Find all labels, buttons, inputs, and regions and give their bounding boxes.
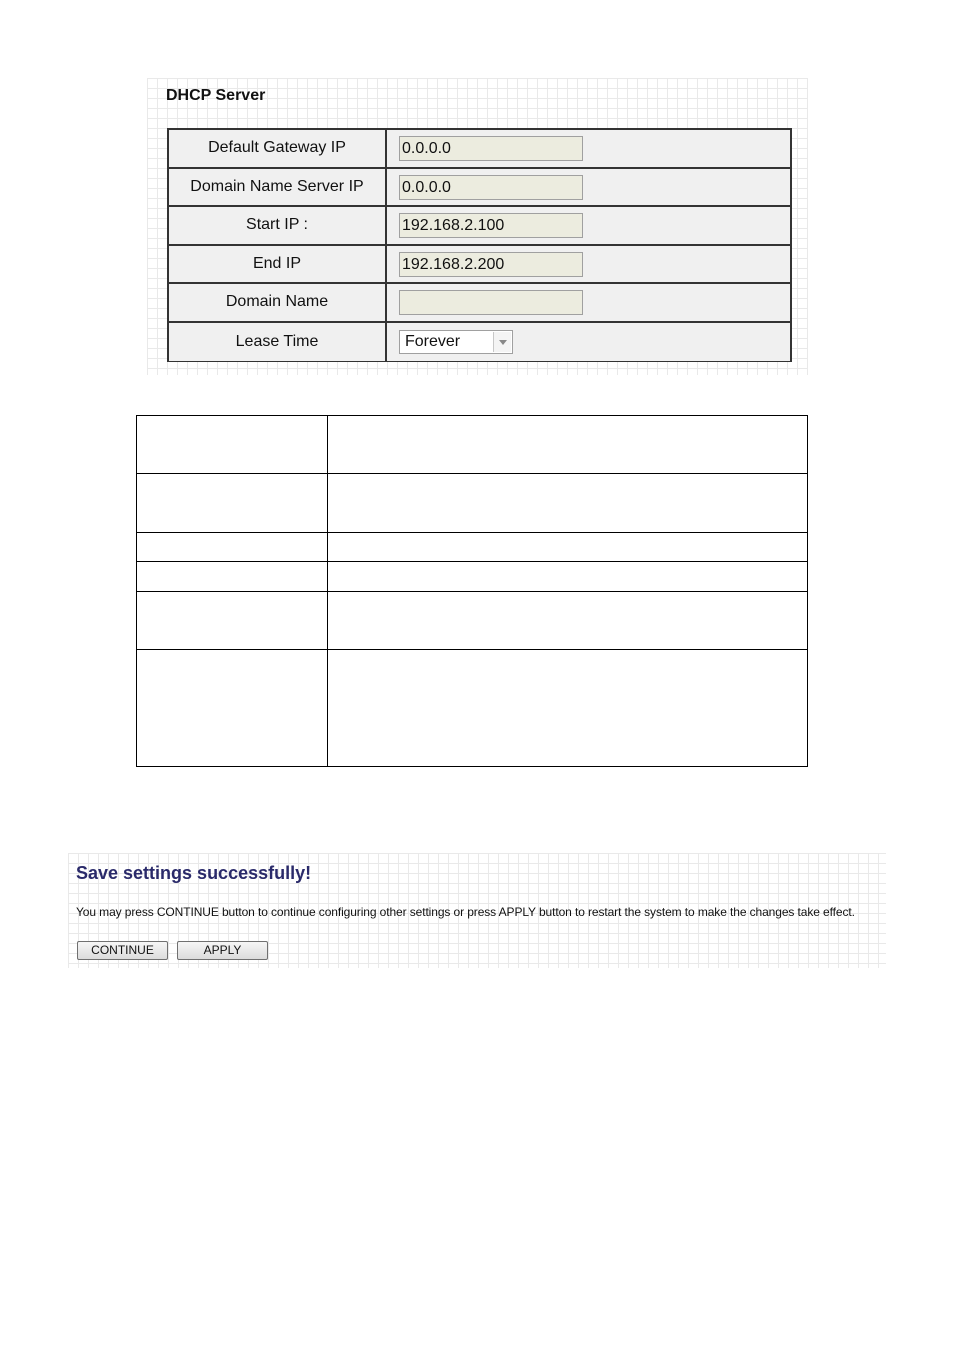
table-cell [137,533,328,561]
table-row [137,474,807,533]
table-cell [137,416,328,473]
table-row [137,562,807,592]
start-ip-input[interactable]: 192.168.2.100 [399,213,583,238]
save-success-title: Save settings successfully! [76,863,312,883]
table-cell [137,562,328,591]
dns-server-label: Domain Name Server IP [169,169,387,206]
table-row [169,323,790,362]
lease-time-selected-value: Forever [405,332,461,350]
save-success-message: You may press CONTINUE button to continue configuring other settings or press APPLY button to restart the system to make the changes take effect. [76,905,855,919]
domain-name-label: Domain Name [169,284,387,321]
default-gateway-label: Default Gateway IP [169,130,387,167]
domain-name-input[interactable] [399,290,583,315]
table-row [169,207,790,246]
end-ip-label: End IP [169,246,387,283]
lease-time-label: Lease Time [169,323,387,362]
dns-server-input[interactable]: 0.0.0.0 [399,175,583,200]
table-row [137,416,807,474]
table-cell [137,474,328,532]
table-cell [328,416,807,473]
table-row [169,284,790,323]
table-cell [328,533,807,561]
table-row [169,130,790,169]
dhcp-settings-table [167,128,792,362]
dhcp-server-panel [147,78,808,375]
table-row [169,169,790,208]
save-settings-panel [68,853,886,968]
table-cell [328,650,807,766]
apply-button[interactable]: APPLY [177,941,268,960]
default-gateway-input[interactable]: 0.0.0.0 [399,136,583,161]
end-ip-input[interactable]: 192.168.2.200 [399,252,583,277]
table-row [169,246,790,285]
chevron-down-icon[interactable] [493,332,511,352]
table-cell [328,592,807,649]
table-cell [137,592,328,649]
table-cell [328,474,807,532]
table-row [137,533,807,562]
table-cell [137,650,328,766]
start-ip-label: Start IP : [169,207,387,244]
continue-button[interactable]: CONTINUE [77,941,168,960]
lease-time-select[interactable] [399,330,513,354]
table-cell [328,562,807,591]
table-row [137,650,807,766]
description-table [136,415,808,767]
table-row [137,592,807,650]
panel-title: DHCP Server [166,87,266,104]
